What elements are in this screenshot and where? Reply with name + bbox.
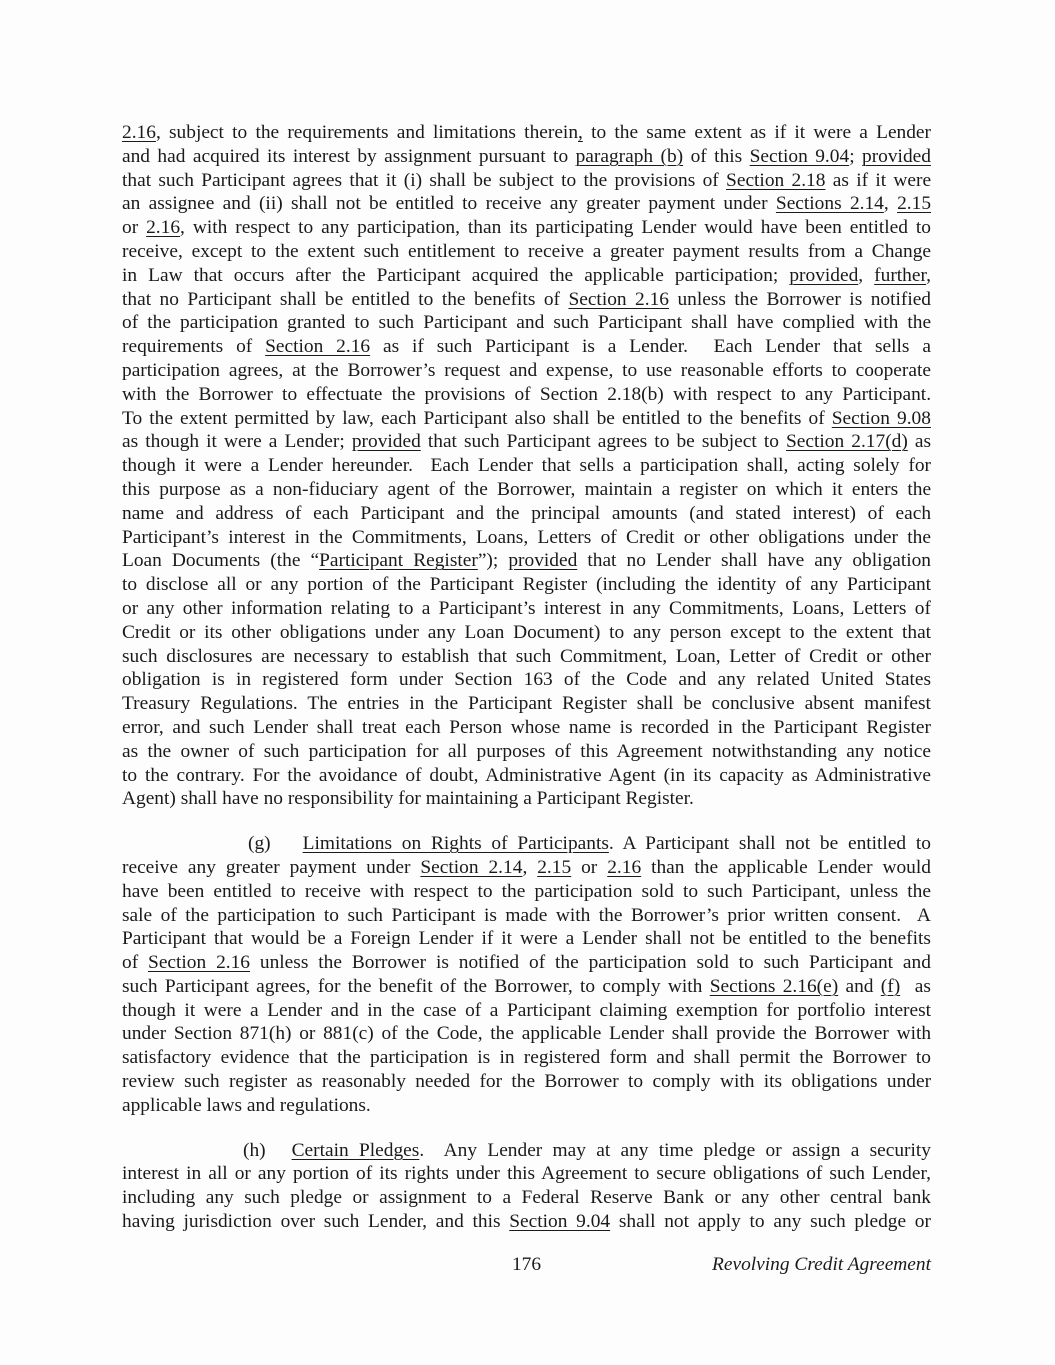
line-runs	[122, 503, 931, 524]
text-run: or any other information relating to a Participant’s interest in any Commitments, Loans, Letters of	[122, 597, 931, 619]
line-runs	[122, 193, 931, 214]
line-runs	[122, 527, 931, 548]
text-run: and had acquired its interest by assignment pursuant to	[122, 145, 576, 167]
line-runs	[122, 1000, 931, 1021]
text-run: receive any greater payment under	[122, 856, 421, 878]
line-runs	[122, 360, 931, 381]
text-run: interest in all or any portion of its rights under this Agreement to secure obligations of such Lender,	[122, 1163, 932, 1185]
text-run: (g)	[248, 833, 271, 855]
text-line	[122, 216, 931, 240]
text-run: provided	[351, 431, 421, 453]
line-runs	[122, 146, 931, 167]
line-runs	[122, 1023, 931, 1044]
text-run: 2.15	[897, 193, 932, 215]
text-line	[122, 692, 931, 716]
text-run: or	[571, 856, 608, 878]
text-run: to the same extent as if it were a Lender	[582, 122, 932, 143]
text-line	[122, 999, 931, 1023]
text-line	[122, 927, 931, 951]
text-line	[122, 169, 931, 193]
text-line	[122, 951, 931, 975]
line-runs	[122, 788, 694, 809]
text-line	[122, 1162, 931, 1186]
text-run: error, and such Lender shall treat each Person whose name is recorded in the Participant Register	[122, 716, 931, 738]
text-run: provided	[508, 550, 578, 572]
text-run: requirements of	[122, 336, 266, 358]
text-run: shall not apply to any such pledge or	[610, 1211, 931, 1233]
line-runs	[122, 857, 931, 878]
text-run: than the applicable Lender would	[641, 856, 931, 878]
text-line	[122, 645, 931, 669]
text-line	[122, 573, 931, 597]
line-runs	[122, 1187, 931, 1208]
text-line	[122, 288, 931, 312]
line-runs	[122, 928, 931, 949]
text-line	[122, 787, 931, 811]
line-runs	[122, 289, 931, 310]
text-line	[122, 549, 931, 573]
text-run: Loan Documents (the “	[122, 550, 320, 572]
text-run: to the contrary. For the avoidance of doubt, Administrative Agent (in its capacity as Administrative	[122, 764, 931, 786]
text-run: ”);	[477, 550, 509, 572]
text-run: Section 2.18	[726, 169, 826, 191]
text-run: ,	[522, 856, 538, 878]
text-line	[122, 1139, 931, 1163]
text-line	[122, 311, 931, 335]
text-run: Sections 2.16(e)	[709, 975, 839, 997]
line-runs	[122, 122, 931, 143]
line-runs	[122, 1140, 931, 1161]
line-runs	[122, 833, 931, 854]
text-line	[122, 192, 931, 216]
line-runs	[122, 479, 931, 500]
line-runs	[122, 574, 931, 595]
line-runs	[122, 312, 931, 333]
line-runs	[122, 431, 931, 452]
text-run: an assignee and (ii) shall not be entitled to receive any greater payment under	[122, 193, 776, 215]
text-line	[122, 335, 931, 359]
line-runs	[122, 622, 931, 643]
text-line	[122, 478, 931, 502]
text-line	[122, 526, 931, 550]
text-line	[122, 975, 931, 999]
paragraph	[122, 121, 931, 811]
line-runs	[122, 765, 931, 786]
text-run: ,	[926, 264, 932, 286]
text-line	[122, 597, 931, 621]
text-run: 2.16	[146, 217, 181, 239]
text-run: To the extent permitted by law, each Participant also shall be entitled to the benefits of	[122, 407, 832, 429]
line-runs	[122, 336, 931, 357]
text-run: Participant that would be a Foreign Lender if it were a Lender shall not be entitled to the benefits	[122, 928, 931, 950]
text-run: , subject to the requirements and limitations therein	[155, 122, 579, 143]
text-line	[122, 856, 931, 880]
text-run: provided	[862, 145, 931, 167]
line-runs	[122, 170, 931, 191]
text-line	[122, 1186, 931, 1210]
text-run: in Law that occurs after the Participant acquired the applicable participation;	[122, 264, 790, 286]
text-run: , with respect to any participation, than its participating Lender would have been entitled to	[180, 217, 931, 239]
text-run: this purpose as a non-fiduciary agent of the Borrower, maintain a register on which it enters the	[122, 478, 932, 500]
text-run: obligation is in registered form under Section 163 of the Code and any related United States	[122, 669, 932, 691]
text-run: that no Participant shall be entitled to the benefits of	[122, 288, 569, 310]
line-runs	[122, 646, 931, 667]
text-run: have been entitled to receive with respect to the participation sold to such Participant, unless the	[122, 880, 931, 902]
text-run: (f)	[880, 975, 901, 997]
text-run: satisfactory evidence that the participation is in registered form and shall permit the Borrower to	[122, 1047, 931, 1069]
line-runs	[122, 550, 931, 571]
text-run: review such register as reasonably needed for the Borrower to comply with its obligations under	[122, 1071, 932, 1093]
paragraph	[122, 1139, 931, 1234]
line-runs	[122, 669, 931, 690]
line-runs	[122, 717, 931, 738]
text-line	[122, 740, 931, 764]
text-run: having jurisdiction over such Lender, and this	[122, 1211, 510, 1233]
text-run: Section 9.04	[749, 145, 850, 167]
text-run: that no Lender shall have any obligation	[577, 550, 931, 572]
text-run: such Participant agrees, for the benefit of the Borrower, to comply with	[122, 975, 710, 997]
text-run: including any such pledge or assignment to a Federal Reserve Bank or any other central bank	[122, 1187, 931, 1209]
text-run: (h)	[243, 1139, 266, 1161]
text-run: unless the Borrower is notified of the participation sold to such Participant and	[250, 952, 931, 974]
text-line	[122, 454, 931, 478]
line-runs	[122, 693, 931, 714]
text-run: with the Borrower to effectuate the provisions of Section 2.18(b) with respect to any Participant.	[122, 383, 932, 405]
text-run: Section 9.04	[509, 1211, 611, 1233]
line-runs	[122, 881, 931, 902]
text-run: Section 2.16	[148, 952, 251, 974]
text-run: paragraph (b)	[575, 145, 684, 167]
text-run: ;	[849, 145, 863, 167]
text-run: as if it were	[825, 169, 932, 191]
line-runs	[122, 952, 931, 973]
line-runs	[122, 1211, 931, 1232]
line-runs	[122, 1071, 931, 1092]
text-line	[122, 1022, 931, 1046]
text-line	[122, 1210, 931, 1234]
text-run: Section 9.08	[831, 407, 931, 429]
text-run: Section 2.16	[568, 288, 669, 310]
text-run: 2.15	[537, 856, 572, 878]
text-line	[122, 1046, 931, 1070]
text-run: Section 2.17(d)	[786, 431, 908, 453]
text-run: under Section 871(h) or 881(c) of the Code, the applicable Lender shall provide the Borrower with	[122, 1023, 932, 1045]
text-run: participation agrees, at the Borrower’s request and expense, to use reasonable efforts to cooperate	[122, 359, 931, 381]
text-line	[122, 264, 931, 288]
text-run: Certain Pledges	[291, 1139, 420, 1161]
text-run: as though it were a Lender;	[122, 431, 352, 453]
text-run: such disclosures are necessary to establish that such Commitment, Loan, Letter of Credit or other	[122, 645, 931, 667]
text-run: as	[900, 975, 931, 997]
line-runs	[122, 1163, 931, 1184]
text-line	[122, 359, 931, 383]
text-run: as the owner of such participation for all purposes of this Agreement notwithstanding any notice	[122, 740, 931, 762]
text-run: applicable laws and regulations.	[122, 1094, 371, 1116]
text-run: of	[122, 952, 149, 974]
line-runs	[122, 741, 931, 762]
text-run: Participant Register	[319, 550, 478, 572]
text-run: receive, except to the extent such entitlement to receive a greater payment results from a Change	[122, 240, 931, 262]
text-run: Section 2.14	[420, 856, 523, 878]
text-run: sale of the participation to such Participant is made with the Borrower’s prior written consent. A	[122, 904, 931, 926]
text-run: ,	[883, 193, 898, 215]
text-run: Sections 2.14	[775, 193, 884, 215]
text-run: . A Participant shall not be entitled to	[608, 833, 931, 855]
text-line	[122, 1070, 931, 1094]
text-run: as	[907, 431, 932, 453]
text-run: provided	[789, 264, 859, 286]
text-line	[122, 240, 931, 264]
line-runs	[122, 265, 931, 286]
text-line	[122, 145, 931, 169]
text-run: further	[874, 264, 927, 286]
line-runs	[122, 1047, 931, 1068]
text-run: 2.16	[122, 122, 156, 143]
text-line	[122, 407, 931, 431]
text-line	[122, 880, 931, 904]
line-runs	[122, 217, 931, 238]
line-runs	[122, 598, 931, 619]
line-runs	[122, 384, 931, 405]
text-run: Credit or its other obligations under any Loan Document) to any person except to the extent that	[122, 621, 932, 643]
text-line	[122, 502, 931, 526]
text-run: unless the Borrower is notified	[669, 288, 932, 310]
text-run: of this	[683, 145, 750, 167]
document-body	[122, 121, 931, 1234]
text-line	[122, 904, 931, 928]
text-line	[122, 383, 931, 407]
footer-doc-title: Revolving Credit Agreement	[712, 1254, 931, 1275]
line-runs	[122, 976, 931, 997]
text-run: that such Participant agrees that it (i) shall be subject to the provisions of	[122, 169, 727, 191]
text-line	[122, 621, 931, 645]
text-run: Section 2.16	[265, 336, 371, 358]
text-run: that such Participant agrees to be subject to	[420, 431, 787, 453]
text-line	[122, 121, 931, 145]
text-run: of the participation granted to such Participant and such Participant shall have complied with the	[122, 312, 932, 334]
text-run: as if such Participant is a Lender. Each Lender that sells a	[370, 336, 931, 358]
text-run: Participant’s interest in the Commitments, Loans, Letters of Credit or other obligations under the	[122, 526, 931, 548]
text-run: Limitations on Rights of Participants	[302, 833, 609, 855]
text-run: though it were a Lender and in the case of a Participant claiming exemption for portfolio interest	[122, 999, 932, 1021]
text-run: name and address of each Participant and the principal amounts (and stated interest) of each	[122, 502, 932, 524]
line-runs	[122, 241, 931, 262]
text-line	[122, 832, 931, 856]
line-runs	[122, 408, 931, 429]
text-run: . Any Lender may at any time pledge or assign a security	[419, 1139, 931, 1161]
paragraph	[122, 832, 931, 1118]
text-line	[122, 430, 931, 454]
text-run: to disclose all or any portion of the Participant Register (including the identity of any Participant	[122, 574, 932, 596]
page-number: 176	[511, 1254, 542, 1275]
text-line	[122, 764, 931, 788]
text-run: though it were a Lender hereunder. Each Lender that sells a participation shall, acting solely for	[122, 455, 931, 477]
text-run: ,	[858, 264, 875, 286]
text-run: ,	[578, 122, 583, 143]
text-run: 2.16	[607, 856, 642, 878]
text-run: Treasury Regulations. The entries in the Participant Register shall be conclusive absent manifest	[122, 693, 931, 715]
line-runs	[122, 905, 931, 926]
text-run: and	[838, 975, 881, 997]
text-run: Agent) shall have no responsibility for maintaining a Participant Register.	[122, 788, 694, 810]
text-line	[122, 716, 931, 740]
text-line	[122, 1094, 931, 1118]
line-runs	[122, 455, 931, 476]
line-runs	[122, 1095, 371, 1116]
text-run: or	[122, 217, 147, 239]
text-line	[122, 668, 931, 692]
